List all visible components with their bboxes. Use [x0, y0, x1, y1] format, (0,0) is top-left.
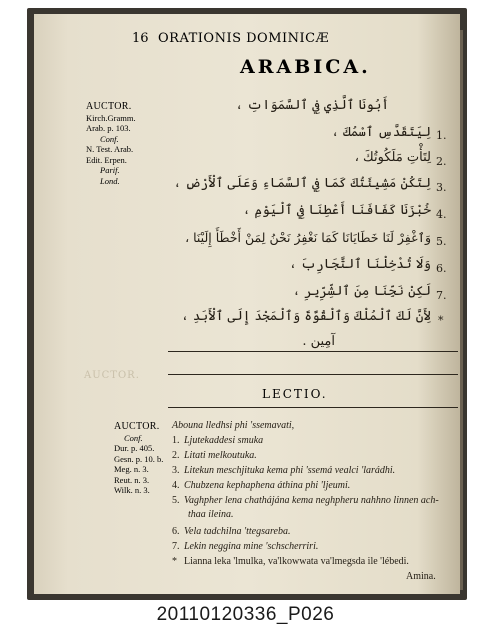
- latin-line-number: 5.: [172, 495, 180, 506]
- page-number: 16: [132, 31, 149, 46]
- latin-line-number: *: [172, 556, 177, 567]
- arabic-line-number: *: [438, 314, 444, 327]
- image-caption: 20110120336_P026: [156, 604, 335, 625]
- arabic-line: خُبْزَنَا كَفَافَنَا أَعْطِنَا فِي ٱلْيَوْمِ ،: [242, 203, 431, 218]
- auctor-bottom-line: Gesn. p. 10. b.: [114, 453, 164, 464]
- latin-line: Litati melkoutuka.: [184, 450, 257, 461]
- auctor-bottom-line: Meg. n. 3.: [114, 464, 149, 474]
- auctor-top-line: Kirch.Gramm.: [86, 112, 136, 123]
- latin-line: Ljutekaddesi smuka: [184, 435, 264, 446]
- arabic-line-number: 3.: [436, 181, 447, 194]
- arabic-line-number: 2.: [436, 155, 447, 168]
- arabic-line: آمِين .: [302, 334, 335, 349]
- auctor-top-line: Arab. p. 103.: [86, 123, 131, 133]
- auctor-top-line: Lond.: [100, 175, 120, 186]
- separator-rule: [168, 351, 458, 352]
- latin-line: Lekin neggina mine 'schscherriri.: [184, 541, 319, 552]
- arabic-line: أَبُونَا ٱلَّذِي فِي ٱلسَّمَوَاتِ ،: [235, 98, 389, 113]
- arabic-line: لِأَنَّ لَكَ ٱلْمُلْكَ وَٱلْقُوَّةَ وَٱلْمَجْدَ إِلَى ٱلْأَبَدِ ،: [181, 309, 431, 324]
- running-title: ORATIONIS DOMINICÆ: [158, 31, 330, 46]
- latin-line: Vaghpher lena chathájána kema neghpheru nahhno linnen ach-: [184, 495, 439, 506]
- latin-line: thaa ileina.: [188, 509, 234, 520]
- latin-line: Litekun meschjituka kema phi 'ssemá vealci 'larádhi.: [184, 465, 396, 476]
- auctor-bottom-line: Wilk. n. 3.: [114, 485, 150, 495]
- arabic-line: لَكِنْ نَجِّنَا مِنَ ٱلشِّرِّيرِ ،: [292, 284, 431, 299]
- arabic-line: لِتَأْتِ مَلَكُوتُكَ ،: [354, 150, 431, 165]
- auctor-bottom-line: Dur. p. 405.: [114, 443, 155, 453]
- latin-line: Abouna lledhsi phi 'ssemavati,: [172, 420, 295, 431]
- latin-line: Vela tadchilna 'ttegsareba.: [184, 526, 291, 537]
- auctor-top-heading: AUCTOR.: [86, 101, 132, 112]
- auctor-bottom-line: Conf.: [124, 432, 143, 443]
- arabic-line-number: 7.: [436, 289, 447, 302]
- arabic-line: وَلَا تُدْخِلْنَا ٱلتَّجَارِبَ ،: [289, 257, 431, 272]
- latin-line: Lianna leka 'lmulka, va'lkowwata va'lmegsda ile 'lébedi.: [184, 556, 409, 567]
- latin-line: Amina.: [406, 571, 436, 582]
- auctor-top-line: Parif.: [100, 165, 120, 175]
- latin-line: Chubzena kephaphena áthina phi 'ljeumi.: [184, 480, 351, 491]
- latin-line-number: 6.: [172, 526, 180, 537]
- auctor-bottom-heading: AUCTOR.: [114, 421, 160, 432]
- lectio-heading: LECTIO.: [262, 387, 328, 401]
- latin-line-number: 7.: [172, 541, 180, 552]
- latin-line-number: 3.: [172, 465, 180, 476]
- separator-rule: [168, 374, 458, 375]
- arabic-line: وَٱغْفِرْ لَنَا خَطَايَانَا كَمَا نَغْفِرُ نَحْنُ لِمَنْ أَخْطَأَ إِلَيْنَا ،: [185, 230, 431, 245]
- arabic-line-number: 1.: [436, 129, 447, 142]
- arabic-line-number: 6.: [436, 262, 447, 275]
- auctor-bottom-note: [114, 422, 163, 496]
- arabic-line-number: 4.: [436, 208, 447, 221]
- arabic-line: لِيَتَقَدَّسِ ٱسْمُكَ ،: [331, 125, 431, 140]
- arabic-line: لِتَكُنْ مَشِيئَتُكَ كَمَا فِي ٱلسَّمَاءِ وَعَلَى ٱلْأَرْضِ ،: [173, 176, 431, 191]
- separator-rule: [168, 407, 458, 408]
- auctor-top-note: [86, 102, 136, 186]
- auctor-top-line: Edit. Erpen.: [86, 154, 127, 165]
- show-through-text: AUCTOR.: [84, 370, 140, 381]
- auctor-bottom-line: Reut. n. 3.: [114, 474, 150, 485]
- auctor-top-line: Conf.: [100, 133, 119, 144]
- arabic-line-number: 5.: [436, 235, 447, 248]
- section-title: ARABICA.: [240, 56, 371, 78]
- latin-line-number: 1.: [172, 435, 180, 446]
- latin-line-number: 4.: [172, 480, 180, 491]
- latin-line-number: 2.: [172, 450, 180, 461]
- auctor-top-line: N. Test. Arab.: [86, 144, 134, 154]
